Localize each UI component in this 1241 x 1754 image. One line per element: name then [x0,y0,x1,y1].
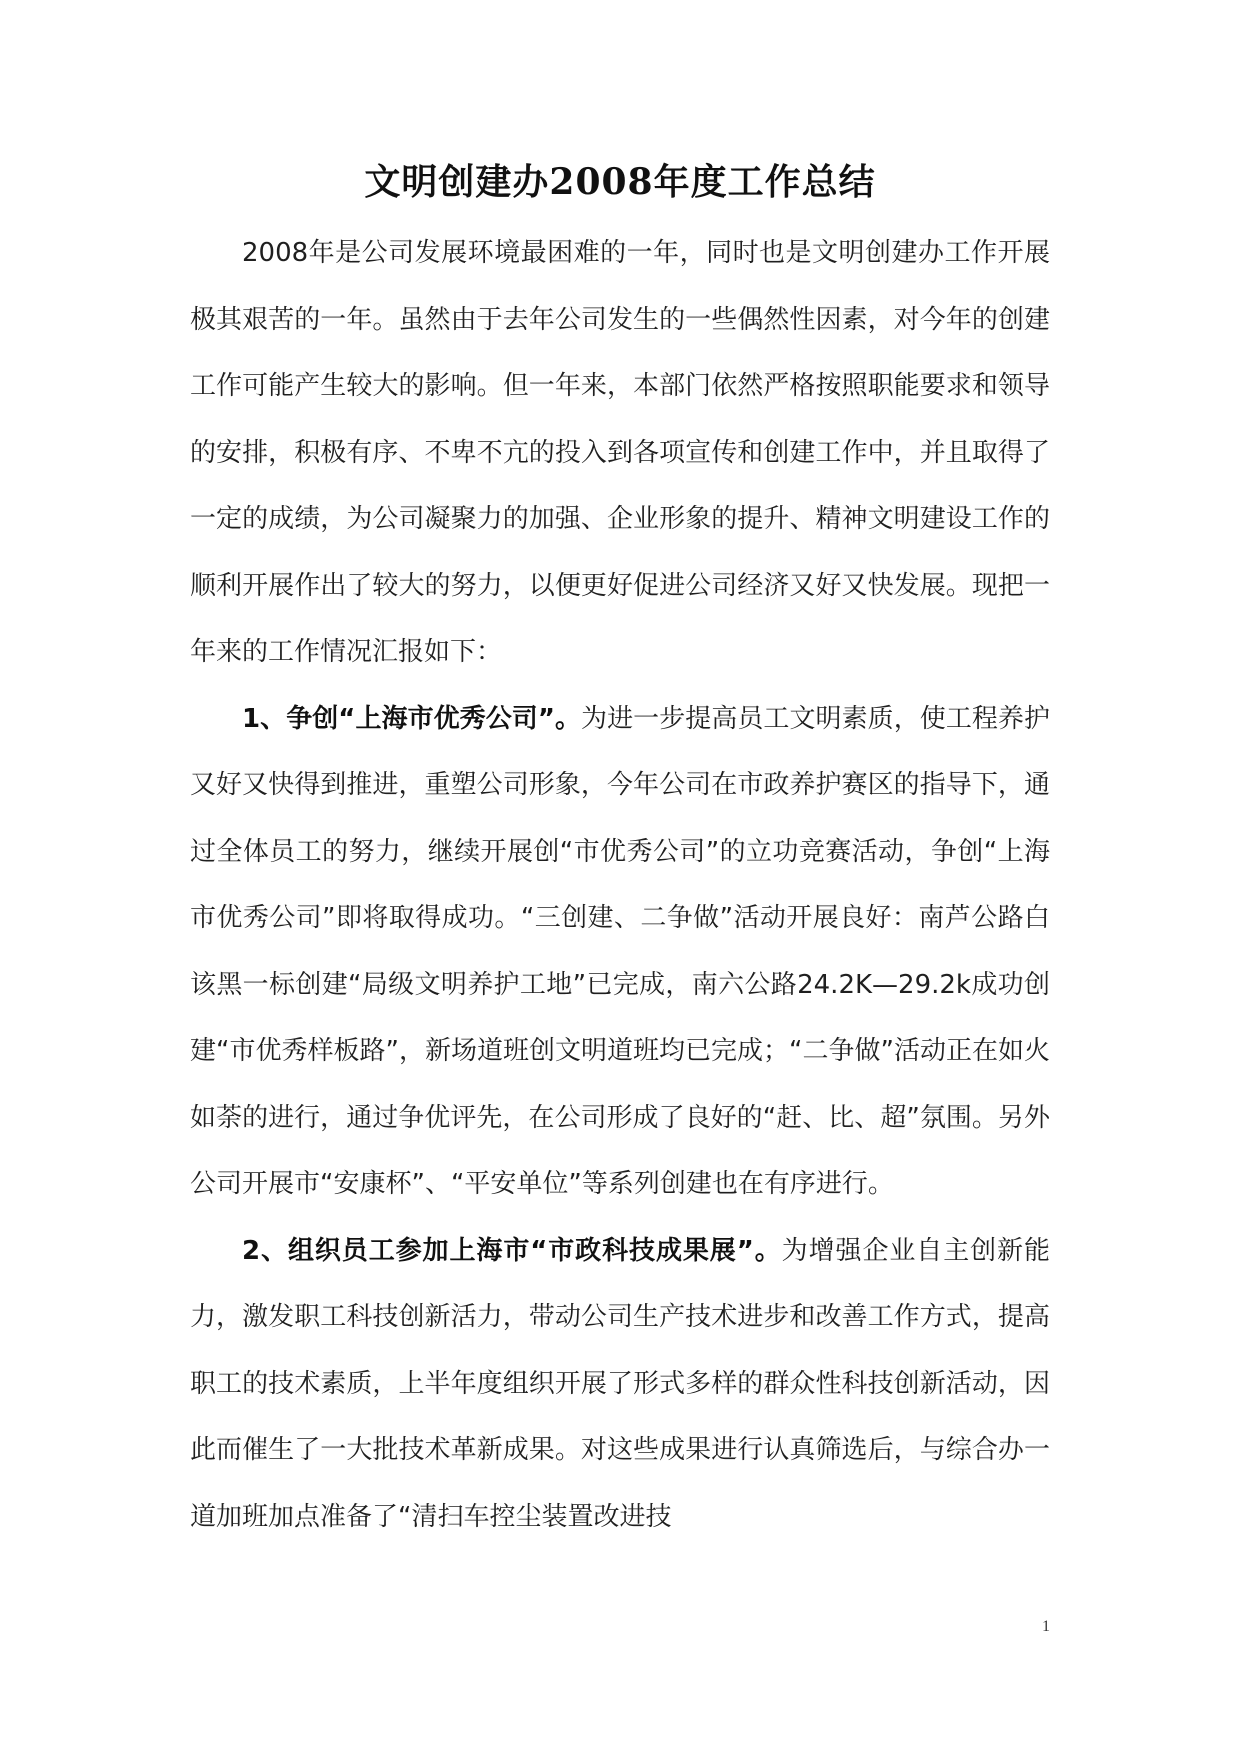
paragraph-text: 2008年是公司发展环境最困难的一年，同时也是文明创建办工作开展极其艰苦的一年。虽然由于去年公司发生的一些偶然性因素，对今年的创建工作可能产生较大的影响。但一年来，本部门依然严格按照职能要求和领导的安排，积极有序、不卑不亢的投入到各项宣传和创建工作中，并且取得了一定的成绩，为公司凝聚力的加强、企业形象的提升、精神文明建设工作的顺利开展作出了较大的努力，以便更好促进公司经济又好又快发展。现把一年来的工作情况汇报如下： [190,238,1050,667]
document-title: 文明创建办2008年度工作总结 [364,161,876,203]
paragraph-text: 为进一步提高员工文明素质，使工程养护又好又快得到推进，重塑公司形象，今年公司在市政养护赛区的指导下，通过全体员工的努力，继续开展创“市优秀公司”的立功竞赛活动，争创“上海市优秀公司”即将取得成功。“三创建、二争做”活动开展良好：南芦公路白该黑一标创建“局级文明养护工地”已完成，南六公路24.2K—29.2k成功创建“市优秀样板路”，新场道班创文明道班均已完成；“二争做”活动正在如火如荼的进行，通过争优评先，在公司形成了良好的“赶、比、超”氛围。另外公司开展市“安康杯”、“平安单位”等系列创建也在有序进行。 [190,703,1050,1199]
section-heading: 2、组织员工参加上海市“市政科技成果展”。 [242,1235,782,1266]
section-heading: 1、争创“上海市优秀公司”。 [242,703,582,734]
document-body [190,220,1050,1550]
paragraph-text: 为增强企业自主创新能力，激发职工科技创新活力，带动公司生产技术进步和改善工作方式，提高职工的技术素质，上半年度组织开展了形式多样的群众性科技创新活动，因此而催生了一大批技术革新成果。对这些成果进行认真筛选后，与综合办一道加班加点准备了“清扫车控尘装置改进技 [190,1235,1050,1532]
paragraph-section-1 [190,686,1050,1218]
paragraph-intro [190,220,1050,686]
page-number: 1 [1042,1618,1050,1635]
paragraph-section-2 [190,1218,1050,1551]
